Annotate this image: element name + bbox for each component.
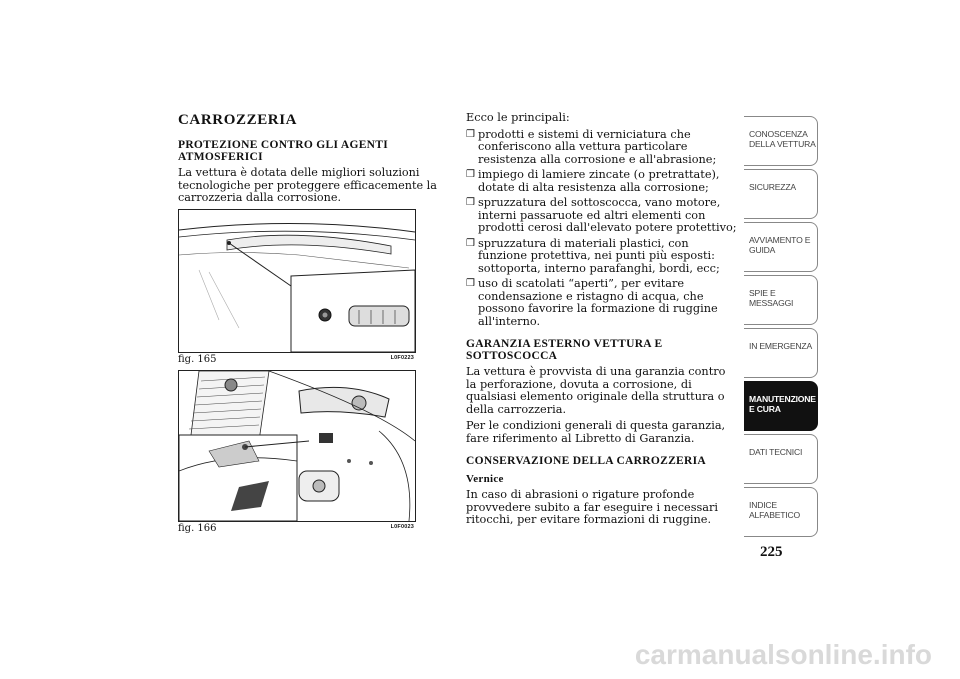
list-item: [466, 238, 738, 276]
watermark-footer: carmanualsonline.info: [634, 639, 932, 670]
warranty-conditions-paragraph: Per le condizioni generali di questa garanzia, fare riferimento al Libretto di Garanzia.: [466, 419, 726, 445]
tab-label: SICUREZZA: [749, 182, 796, 192]
list-item: [466, 129, 738, 167]
warranty-paragraph: La vettura è provvista di una garanzia contro la perforazione, dovuta a corrosione, di qualsiasi elemento originale della struttura o della carrozzeria.: [466, 365, 726, 416]
figure-165-tailgate: [178, 209, 416, 353]
bullet-marker: ❒: [466, 278, 475, 289]
tab-label: AVVIAMENTO E GUIDA: [749, 235, 811, 255]
figure-caption-text: fig. 165: [178, 353, 217, 365]
tailgate-illustration: [179, 210, 415, 352]
list-item-text: impiego di lamiere zincate (o pretrattate), dotate di alta resistenza alla corrosione;: [478, 168, 720, 194]
list-item: [466, 169, 738, 194]
tab-label: CONOSCENZA DELLA VETTURA: [749, 129, 816, 149]
right-column: [466, 112, 738, 531]
bullet-marker: ❒: [466, 128, 475, 140]
tab-dati-tecnici[interactable]: [744, 434, 818, 484]
tab-manutenzione[interactable]: [744, 381, 818, 431]
tab-spie[interactable]: [744, 275, 818, 325]
figure-caption-text: fig. 166: [178, 522, 217, 534]
figure-code: L0F0023: [390, 523, 414, 530]
tab-indice[interactable]: [744, 487, 818, 537]
bullet-marker: ❒: [466, 237, 475, 249]
list-item: [466, 197, 738, 235]
warranty-heading: GARANZIA ESTERNO VETTURA E SOTTOSCOCCA: [466, 338, 663, 362]
tab-label: DATI TECNICI: [749, 447, 803, 457]
tab-avviamento[interactable]: [744, 222, 818, 272]
front-bumper-illustration: [179, 371, 415, 521]
bodywork-care-heading: CONSERVAZIONE DELLA CARROZZERIA: [466, 455, 707, 467]
tab-label: IN EMERGENZA: [749, 341, 813, 351]
tab-label: MANUTENZIONE E CURA: [749, 394, 816, 414]
tab-sicurezza[interactable]: [744, 169, 818, 219]
figure-166-front: [178, 370, 416, 522]
left-column: [178, 112, 438, 536]
tab-emergenza[interactable]: [744, 328, 818, 378]
paint-paragraph: In caso di abrasioni o rigature profonde provvedere subito a far eseguire i necessari ritocchi, per evitare formazioni di ruggine.: [466, 488, 719, 526]
figure-code: L0F0223: [390, 354, 414, 361]
subsection-title: PROTEZIONE CONTRO GLI AGENTI ATMOSFERICI: [178, 139, 389, 163]
tab-label: INDICE ALFABETICO: [749, 500, 801, 520]
section-title: CARROZZERIA: [178, 112, 298, 128]
bullet-marker: ❒: [466, 169, 475, 180]
list-item-text: uso di scatolati “aperti”, per evitare condensazione e ristagno di acqua, che possono favorire la formazione di ruggine all'interno.: [478, 277, 718, 328]
list-item-text: spruzzatura di materiali plastici, con funzione protettiva, nei punti più esposti: sottoporta, interno parafanghi, bordi, ecc;: [478, 236, 720, 275]
tab-conoscenza[interactable]: [744, 116, 818, 166]
list-intro: Ecco le principali:: [466, 111, 570, 124]
intro-paragraph: La vettura è dotata delle migliori soluzioni tecnologiche per proteggere efficacemente la carrozzeria dalla corrosione.: [178, 166, 437, 204]
paint-subheading: Vernice: [466, 473, 504, 485]
list-item-text: prodotti e sistemi di verniciatura che conferiscono alla vettura particolare resistenza alla corrosione e all'abrasione;: [478, 127, 717, 166]
page-number: 225: [760, 544, 783, 560]
figure-166-caption: [178, 522, 416, 536]
chapter-tabs: [744, 116, 818, 540]
list-item: [466, 278, 738, 328]
bullet-marker: ❒: [466, 197, 475, 208]
figure-165-caption: [178, 353, 416, 367]
tab-label: SPIE E MESSAGGI: [749, 288, 794, 308]
list-item-text: spruzzatura del sottoscocca, vano motore, interni passaruote ed altri elementi con prodotti cerosi dall'elevato potere protettivo;: [478, 196, 737, 234]
